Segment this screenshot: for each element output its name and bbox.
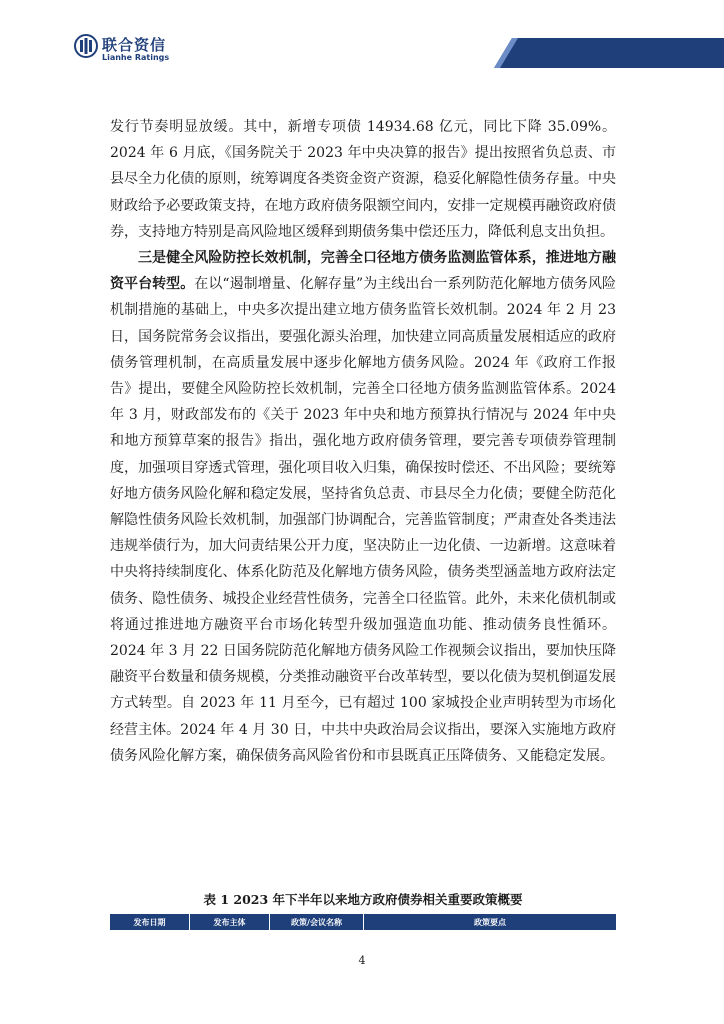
paragraph-1: 发行节奏明显放缓。其中，新增专项债 14934.68 亿元，同比下降 35.09%。2024 年 6 月底，《国务院关于 2023 年中央决算的报告》提出按照省负总责、市县尽全力化债的原则，统筹调度各类资金资产资源，稳妥化解隐性债务存量。中央财政给予必要政策支持，在地方政府债务限额空间内，安排一定规模再融资政府债券，支持地方特别是高风险地区缓释到期债务集中偿还压力，降低利息支出负担。 — [110, 119, 616, 240]
table-header-key-points: 政策要点 — [474, 917, 506, 927]
paragraph-2 — [110, 245, 616, 769]
table-header-issuer: 发布主体 — [190, 914, 270, 930]
body-text — [110, 114, 616, 769]
website-url: www.lhratings.com — [544, 83, 668, 98]
page-header — [0, 0, 724, 98]
table-title: 表 1 2023 年下半年以来地方政府债券相关重要政策概要 — [203, 892, 523, 907]
paragraph-2-heading: 三是健全风险防控长效机制，完善全口径地方债务监测监管体系，推进地方融资平台转型。 — [110, 250, 616, 293]
header-banner — [494, 38, 724, 98]
policy-table-header — [110, 914, 616, 930]
paragraph-2-text: 在以“遏制增量、化解存量”为主线出台一系列防范化解地方债务风险机制措施的基础上，中央多次提出建立地方债务监管长效机制。2024 年 2 月 23 日，国务院常务会议指出，要强化源头治理，加快建立同高质量发展相适应的政府债务管理机制，在高质量发展中逐步化解地方债务风险。2024 年《政府工作报告》提出，要健全风险防控长效机制，完善全口径地方债务监测监管体系。2024 年 3 月，财政部发布的《关于 2023 年中央和地方预算执行情况与 2024 年中央和地方预算草案的报告》指出，强化地方政府债务管理，要完善专项债券管理制度，加强项目穿透式管理，强化项目收入归集，确保按时偿还、不出风险；要统筹好地方债务风险化解和稳定发展，坚持省负总责、市县尽全力化债；要健全防范化解隐性债务风险长效机制，加强部门协调配合，完善监管制度；严肃查处各类违法违规举债行为，加大问责结果公开力度，坚决防止一边化债、一边新增。这意味着中央将持续制度化、体系化防范及化解地方债务风险，债务类型涵盖地方政府法定债务、隐性债务、城投企业经营性债务，完善全口径监管。此外，未来化债机制或将通过推进地方融资平台市场化转型升级加强造血功能、推动债务良性循环。2024 年 3 月 22 日国务院防范化解地方债务风险工作视频会议指出，要加快压降融资平台数量和债务规模，分类推动融资平台改革转型，要以化债为契机倒逼发展方式转型。自 2023 年 11 月至今，已有超过 100 家城投企业声明转型为市场化经营主体。2024 年 4 月 30 日，中共中央政治局会议指出，要深入实施地方政府债务风险化解方案，确保债务高风险省份和市县既真正压降债务、又能稳定发展。 — [110, 276, 616, 764]
lianhe-logo-icon — [74, 34, 98, 58]
logo-chinese-name: 联合资信 — [102, 36, 167, 54]
company-logo — [74, 34, 174, 64]
page-number: 4 — [358, 954, 366, 967]
banner-shape — [494, 38, 724, 68]
table-header-date: 发布日期 — [110, 914, 190, 930]
table-header-policy-name: 政策/会议名称 — [270, 914, 364, 930]
logo-english-name: Lianhe Ratings — [102, 53, 170, 62]
